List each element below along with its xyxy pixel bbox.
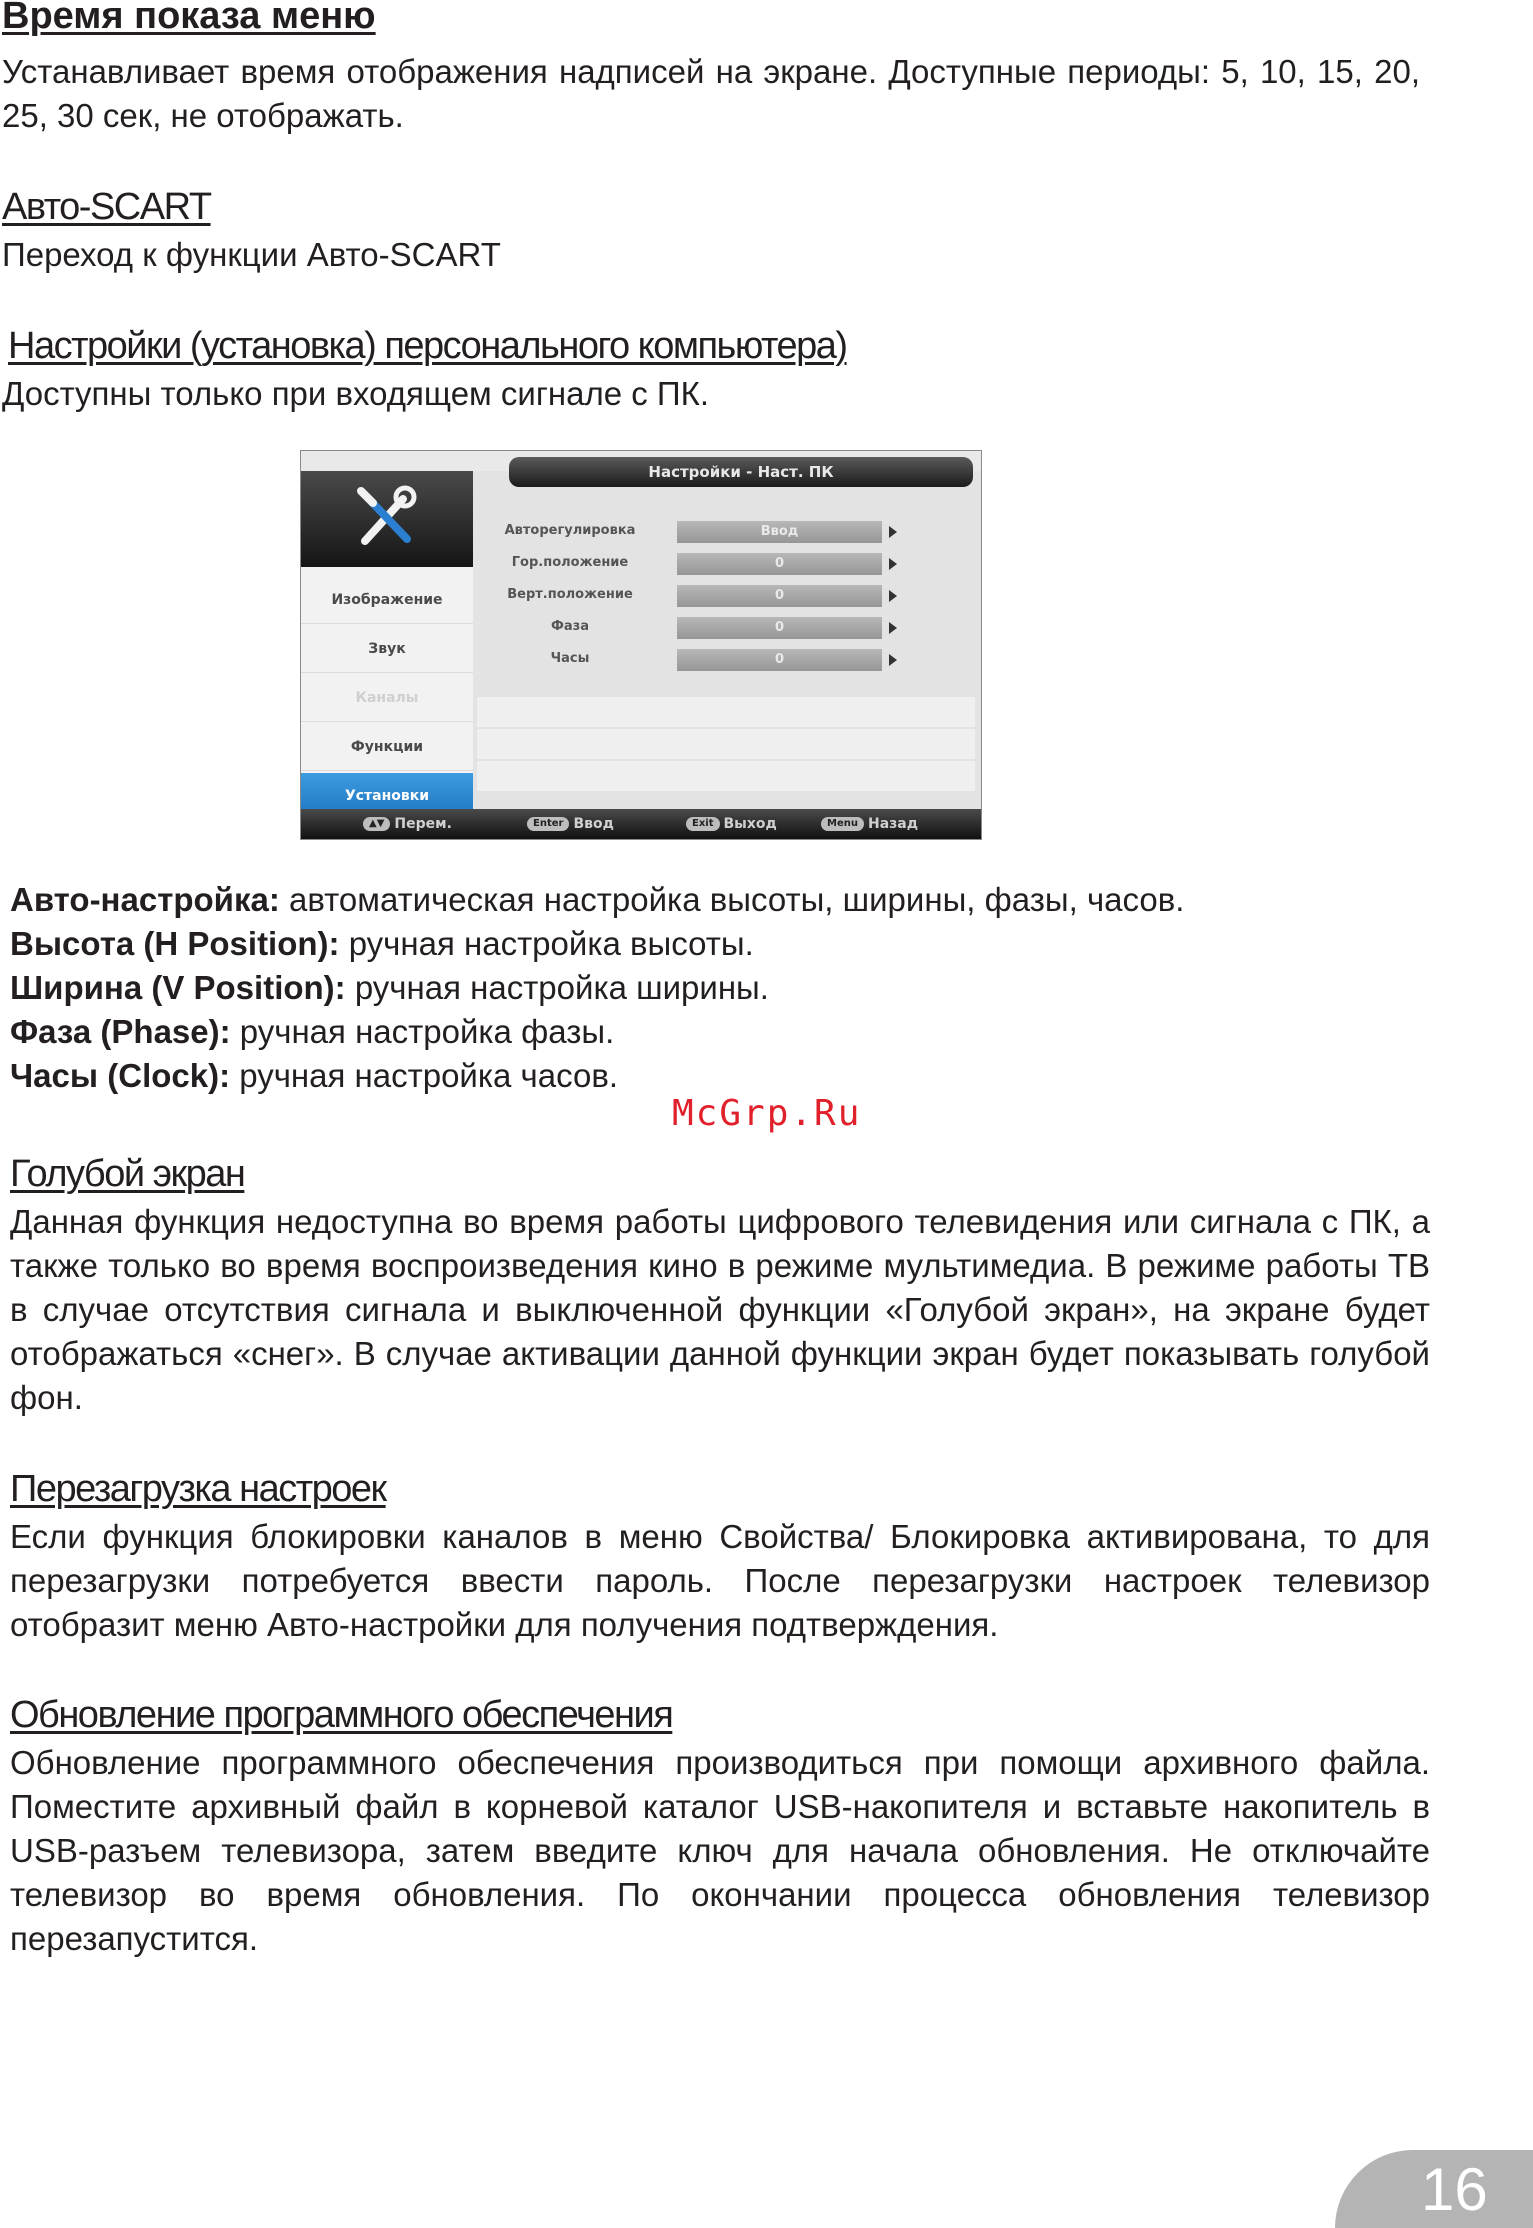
osd-nav-sound[interactable]: Звук — [301, 626, 473, 673]
definition-term: Фаза (Phase): — [10, 1013, 231, 1050]
definition-term: Авто-настройка: — [10, 881, 280, 918]
paragraph-blue-screen: Данная функция недоступна во время работы цифрового телевидения или сигнала с ПК, а также только во время воспроизведения кино в режиме мультимедиа. В режиме работы ТВ в случае отсутствия сигнала и выключенной функции «Голубой экран», на экране будет отображаться «снег». В случае активации данной функции экран будет показывать голубой фон. — [10, 1203, 1430, 1416]
heading-software-update: Обновление программного обеспечения — [10, 1694, 673, 1736]
definition-phase — [10, 1010, 1450, 1054]
osd-footer-label: Ввод — [573, 816, 614, 832]
osd-row-v-position[interactable] — [477, 581, 975, 609]
osd-empty-row — [477, 761, 975, 791]
definition-text: ручная настройка ширины. — [345, 969, 769, 1006]
osd-footer-label: Назад — [867, 816, 919, 832]
osd-footer-label: Выход — [723, 816, 777, 832]
watermark: McGrp.Ru — [672, 1093, 862, 1134]
osd-row-autoadjust[interactable] — [477, 517, 975, 545]
arrow-right-icon — [889, 590, 897, 602]
arrow-right-icon — [889, 622, 897, 634]
arrow-right-icon — [889, 558, 897, 570]
definition-v-position — [10, 966, 1450, 1010]
definition-term: Ширина (V Position): — [10, 969, 346, 1006]
key-enter-icon: Enter — [527, 817, 569, 831]
osd-nav-channels[interactable]: Каналы — [301, 675, 473, 722]
osd-row-clock[interactable] — [477, 645, 975, 673]
arrow-right-icon — [889, 654, 897, 666]
definition-clock — [10, 1054, 1450, 1098]
osd-logo — [301, 471, 473, 567]
paragraph-auto-scart: Переход к функции Авто-SCART — [2, 236, 501, 273]
osd-footer-exit — [686, 814, 777, 834]
paragraph-reset: Если функция блокировки каналов в меню Свойства/ Блокировка активирована, то для перезагрузки потребуется ввести пароль. После перезагрузки настроек телевизор отобразит меню Авто-настройки для получения подтверждения. — [10, 1518, 1430, 1643]
osd-footer-enter — [527, 814, 614, 834]
tv-osd-screenshot — [300, 450, 982, 840]
osd-footer — [301, 809, 981, 839]
osd-row-value: 0 — [677, 649, 882, 671]
osd-row-value: 0 — [677, 617, 882, 639]
osd-row-value: Ввод — [677, 521, 882, 543]
heading-reset: Перезагрузка настроек — [10, 1468, 386, 1510]
osd-row-label: Гор.положение — [511, 555, 629, 570]
definition-text: ручная настройка фазы. — [230, 1013, 615, 1050]
paragraph-menu-time: Устанавливает время отображения надписей на экране. Доступные периоды: 5, 10, 15, 20, 25, 30 сек, не отображать. — [2, 53, 1420, 134]
osd-footer-move — [363, 814, 452, 834]
osd-title: Настройки - Наст. ПК — [509, 457, 973, 487]
heading-pc-settings: Настройки (установка) персонального компьютера) — [8, 325, 847, 367]
osd-row-label: Верт.положение — [507, 587, 633, 602]
osd-nav-functions[interactable]: Функции — [301, 724, 473, 771]
definition-term: Высота (H Position): — [10, 925, 340, 962]
heading-auto-scart: Авто-SCART — [2, 186, 211, 228]
heading-menu-time: Время показа меню — [2, 0, 376, 37]
tools-icon — [353, 485, 419, 551]
key-arrows-icon: ▲▼ — [363, 817, 390, 831]
paragraph-pc-settings: Доступны только при входящем сигнале с ПК. — [2, 375, 710, 412]
definition-text: ручная настройка высоты. — [339, 925, 754, 962]
key-exit-icon: Exit — [686, 817, 720, 831]
osd-nav-setup[interactable]: Установки — [301, 773, 473, 820]
osd-footer-back — [821, 814, 918, 834]
osd-row-h-position[interactable] — [477, 549, 975, 577]
osd-footer-label: Перем. — [394, 816, 452, 832]
osd-row-label: Фаза — [551, 619, 589, 634]
definition-text: ручная настройка часов. — [230, 1057, 619, 1094]
paragraph-software-update: Обновление программного обеспечения производиться при помощи архивного файла. Поместите архивный файл в корневой каталог USB-накопителя и вставьте накопитель в USB-разъем телевизора, затем введите ключ для начала обновления. Не отключайте телевизор во время обновления. По окончании процесса обновления телевизор перезапустится. — [10, 1744, 1430, 1957]
definition-h-position — [10, 922, 1450, 966]
heading-blue-screen: Голубой экран — [10, 1153, 245, 1195]
osd-empty-row — [477, 729, 975, 759]
osd-row-value: 0 — [677, 553, 882, 575]
osd-empty-row — [477, 697, 975, 727]
key-menu-icon: Menu — [821, 817, 864, 831]
arrow-right-icon — [889, 526, 897, 538]
osd-row-label: Часы — [550, 651, 590, 666]
osd-settings-panel — [477, 517, 975, 813]
osd-row-value: 0 — [677, 585, 882, 607]
page-number-tab — [1335, 2150, 1533, 2228]
definition-text: автоматическая настройка высоты, ширины, фазы, часов. — [279, 881, 1185, 918]
definition-auto — [10, 878, 1450, 922]
osd-nav-picture[interactable]: Изображение — [301, 577, 473, 624]
definition-term: Часы (Clock): — [10, 1057, 231, 1094]
page-number: 16 — [1421, 2156, 1488, 2223]
osd-row-phase[interactable] — [477, 613, 975, 641]
pc-settings-definitions — [10, 878, 1450, 1098]
osd-sidebar — [301, 471, 473, 816]
osd-row-label: Авторегулировка — [504, 523, 636, 538]
